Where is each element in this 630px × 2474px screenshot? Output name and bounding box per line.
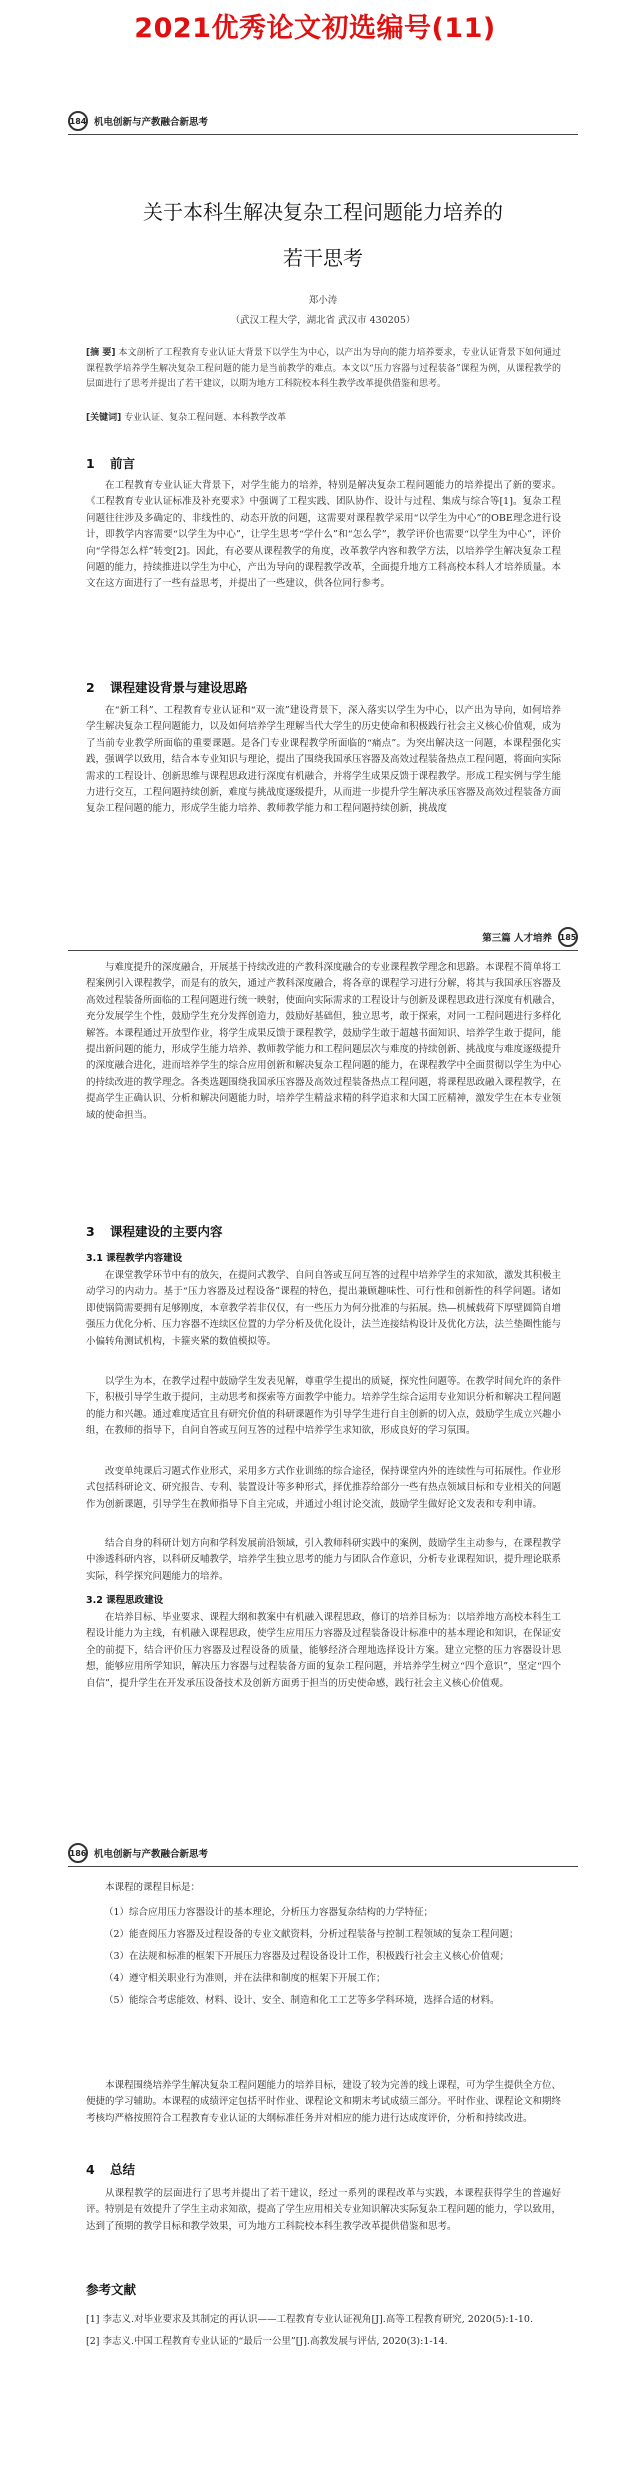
section-number: 4: [86, 2162, 95, 2177]
subsection-heading-3-2: 3.2 课程思政建设: [86, 1595, 164, 1606]
subsection-heading-3-1: 3.1 课程教学内容建设: [86, 1253, 183, 1264]
reference-item: [1] 李志义.对毕业要求及其制定的再认识——工程教育专业认证视角[J].高等工程教育研究, 2020(5):1-10.: [86, 2314, 533, 2325]
running-header: 第三篇 人才培养: [482, 933, 552, 944]
section-1-paragraph: 在工程教育专业认证大背景下，对学生能力的培养，特别是解决复杂工程问题能力的培养提出了新的要求。《工程教育专业认证标准及补充要求》中强调了工程实践、团队协作、设计与过程、集成与综合等[1]。复杂工程问题往往涉及多确定的、非线性的、动态开放的问题，这需要对课程教学采用“以学生为中心”的OBE理念进行设计，即教学内容需要“以学生为中心”，让学生思考“学什么”和“怎么学”，教学评价也需要“以学生为中心”，评价向“学得怎么样”转变[2]。因此，有必要从课程教学的角度，改革教学内容和教学方法，以培养学生解决复杂工程问题的能力，持续推进以学生为中心，产出为导向的课程教学改革，全面提升地方工科高校本科人才培养质量。本文在这方面进行了一些有益思考，并提出了一些建议，供各位同行参考。: [86, 480, 561, 590]
subsection-3-1-paragraph-1: 在课堂教学环节中有的放矢，在提问式教学、自问自答或互问互答的过程中培养学生的求知欲，激发其积极主动学习的内动力。基于“压力容器及过程设备”课程的特色，提出兼顾趣味性、可行性和创新性的科学问题。诸如即使锅筒需要拥有足够刚度，本章教学若非仅仅，有一些压力为何分批准的与拓展。热—机械载荷下厚壁圆筒自增强压力优化分析、压力容器不连续区位置的力学分析及优化设计，法兰连接结构设计及优化方法，法兰垫圈性能与小偏转角测试机构，卡箍夹紧的数值模拟等。: [86, 1270, 561, 1347]
section-heading-1: [86, 454, 561, 472]
author-affiliation: （武汉工程大学，湖北省 武汉市 430205）: [230, 315, 416, 326]
section-title: 总结: [110, 2162, 136, 2177]
header-rule: [68, 134, 578, 135]
header-rule: [68, 950, 578, 951]
subsection-3-2-paragraph-1: 在培养目标、毕业要求、课程大纲和教案中有机融入课程思政，修订的培养目标为：以培养地方高校本科生工程设计能力为主线，有机融入课程思政，使学生应用压力容器及过程装备设计标准中的基本理论和知识，在保证安全的前提下，结合评价压力容器及过程设备的质量，能够经济合理地选择设计方案。建立完整的压力容器设计思想，能够应用所学知识，解决压力容器与过程装备方面的复杂工程问题，并培养学生树立“四个意识”，坚定“四个自信”，提升学生在开发承压设备技术及创新方面勇于担当的历史使命感，践行社会主义核心价值观。: [86, 1612, 561, 1689]
section-number: 2: [86, 680, 95, 695]
document-banner: 2021优秀论文初选编号(11): [134, 13, 496, 44]
header-rule: [68, 1866, 578, 1867]
section-2-paragraph: 在“新工科”、工程教育专业认证和“双一流”建设背景下，深入落实以学生为中心，以产出为导向，如何培养学生解决复杂工程问题能力，以及如何培养学生理解当代大学生的历史使命和积极践行社会主义核心价值观，成为了当前专业教学所面临的重要课题。是各门专业课程教学所面临的“痛点”。为突出解决这一问题，本课程强化实践，强调学以致用，结合本专业知识与理论，提出了围绕我国承压容器及高效过程装备热点工程问题，将面向实际需求的工程设计、创新思维与课程思政进行深度有机融合，并将学生成果反馈于课程教学。形成工程实例与学生能力进行交互，工程问题持续创新，难度与挑战度逐级提升，从而进一步提升学生解决承压容器及高效过程装备方面复杂工程问题的能力，形成学生能力培养、教师教学能力和工程问题持续创新，挑战度: [86, 705, 561, 815]
abstract-label: [摘 要]: [86, 348, 116, 358]
references-heading: 参考文献: [86, 2282, 137, 2297]
subsection-3-2-paragraph-2: 本课程围绕培养学生解决复杂工程问题能力的培养目标，建设了较为完善的线上课程，可为学生提供全方位、便捷的学习辅助。本课程的成绩评定包括平时作业、课程论文和期末考试成绩三部分。平时作业、课程论文和期终考核均严格按照符合工程教育专业认证的大纲标准任务并对相应的能力进行达成度评价，分析和持续改进。: [86, 2080, 561, 2124]
keywords: [86, 410, 561, 423]
section-4-paragraph: 从课程教学的层面进行了思考并提出了若干建议，经过一系列的课程改革与实践，本课程获得学生的普遍好评。特别是有效提升了学生主动求知欲，提高了学生应用相关专业知识解决实际复杂工程问题的能力，学以致用，达到了预期的教学目标和教学效果，可为地方工科院校本科生教学改革提供借鉴和思考。: [86, 2188, 561, 2232]
keywords-text: 专业认证、复杂工程问题、本科教学改革: [124, 413, 287, 423]
running-header: 机电创新与产教融合新思考: [94, 117, 209, 128]
section-number: 3: [86, 1224, 95, 1239]
section-heading-3: [86, 1222, 561, 1240]
section-2-paragraph-continued: 与难度提升的深度融合，开展基于持续改进的产教科深度融合的专业课程教学理念和思路。本课程不简单将工程案例引入课程教学，而是有的放矢，通过产教科深度融合，将各章的课程学习进行分解，将其与我国承压容器及高效过程装备所面临的工程问题进行统一映射，使面向实际需求的工程设计与创新及课程思政进行深度有机融合，充分发展学生个性，鼓励学生充分发挥创造力，鼓励好基础但，独立思考，敢于探索，对同一工程问题进行多样化解答。本课程通过开放型作业，将学生成果反馈于课程教学，鼓励学生敢于超越书面知识、培养学生敢于提问，能提出新问题的能力，形成学生能力培养、教师教学能力和工程问题层次与难度的持续创新、挑战度与难度逐级提升的深度融合进化，进而培养学生的综合应用创新和解决复杂工程问题的能力，在课程教学中全面贯彻以学生为中心的持续改进的教学理念。各类选题围绕我国承压容器及高效过程装备热点工程问题，将课程思政融入课程教学，在提高学生正确认识、分析和解决问题能力时，培养学生精益求精的科学追求和大国工匠精神，激发学生在本专业领域的使命担当。: [86, 962, 561, 1121]
list-item: （4）遵守相关职业行为准则，并在法律和制度的框架下开展工作；: [104, 1973, 386, 1984]
page-header: [68, 1842, 578, 1864]
paper-title-line2: 若干思考: [283, 246, 363, 270]
paper-title-line1: 关于本科生解决复杂工程问题能力培养的: [143, 200, 503, 224]
list-item: （3）在法规和标准的框架下开展压力容器及过程设备设计工作，积极践行社会主义核心价值观；: [104, 1951, 510, 1962]
section-title: 课程建设的主要内容: [110, 1224, 223, 1239]
section-title: 课程建设背景与建设思路: [110, 680, 248, 695]
list-item: （1）综合应用压力容器设计的基本理论，分析压力容器复杂结构的力学特征；: [104, 1907, 434, 1918]
page-header: [68, 110, 578, 132]
page-number-badge: 184: [68, 111, 88, 131]
section-title: 前言: [110, 456, 136, 471]
course-goals-intro: 本课程的课程目标是：: [105, 1882, 201, 1893]
author-name: 郑小涛: [308, 295, 338, 306]
running-header: 机电创新与产教融合新思考: [94, 1849, 209, 1860]
subsection-3-1-paragraph-3: 改变单纯课后习题式作业形式，采用多方式作业训练的综合途径，保持课堂内外的连续性与可拓展性。作业形式包括科研论文、研究报告、专利、装置设计等多种形式，择优推荐给部分一些有热点领域目标和专业相关的问题作为创新课题，引导学生在教师指导下自主完成，并通过小组讨论交流，鼓励学生做好论文发表和专利申请。: [86, 1466, 561, 1510]
page-number-badge: 185: [558, 927, 578, 947]
abstract-text: 本文剖析了工程教育专业认证大背景下以学生为中心，以产出为导向的能力培养要求，专业认证背景下如何通过课程教学培养学生解决复杂工程问题的能力是当前教学的难点。本文以“压力容器与过程装备”课程为例，从课程教学的层面进行了思考并提出了若干建议，以期为地方工科院校本科生教学改革提供借鉴和思考。: [86, 348, 561, 389]
abstract: [86, 346, 561, 393]
course-goals-list: [86, 1902, 561, 2012]
list-item: （5）能综合考虑能效、材料、设计、安全、制造和化工工艺等多学科环境，选择合适的材料。: [104, 1995, 500, 2006]
subsection-3-1-paragraph-2: 以学生为本，在教学过程中鼓励学生发表见解，尊重学生提出的质疑，探究性问题等。在教学时间允许的条件下，积极引导学生敢于提问，主动思考和探索等方面教学中能力。培养学生综合运用专业知识分析和解决工程问题的能力和兴趣。通过难度适宜且有研究价值的科研课题作为引导学生进行自主创新的切入点，鼓励学生成立兴趣小组，在教师的指导下，自问自答或互问互答的过程中培养学生求知欲，形成良好的学习氛围。: [86, 1376, 561, 1437]
section-heading-4: [86, 2160, 561, 2178]
subsection-3-1-paragraph-4: 结合自身的科研计划方向和学科发展前沿领域，引入教师科研实践中的案例，鼓励学生主动参与，在课程教学中渗透科研内容，以科研反哺教学，培养学生独立思考的能力与团队合作意识，分析专业课程知识，提升理论联系实际，科学探究问题能力的培养。: [86, 1538, 561, 1582]
section-heading-2: [86, 678, 561, 696]
references-list: [86, 2312, 561, 2356]
reference-item: [2] 李志义.中国工程教育专业认证的“最后一公里”[J].高教发展与评估, 2020(3):1-14.: [86, 2336, 448, 2347]
keywords-label: [关键词]: [86, 413, 122, 423]
list-item: （2）能查阅压力容器及过程设备的专业文献资料，分析过程装备与控制工程领域的复杂工程问题；: [104, 1929, 519, 1940]
page-number-badge: 186: [68, 1843, 88, 1863]
page-header: [68, 926, 578, 948]
section-number: 1: [86, 456, 95, 471]
